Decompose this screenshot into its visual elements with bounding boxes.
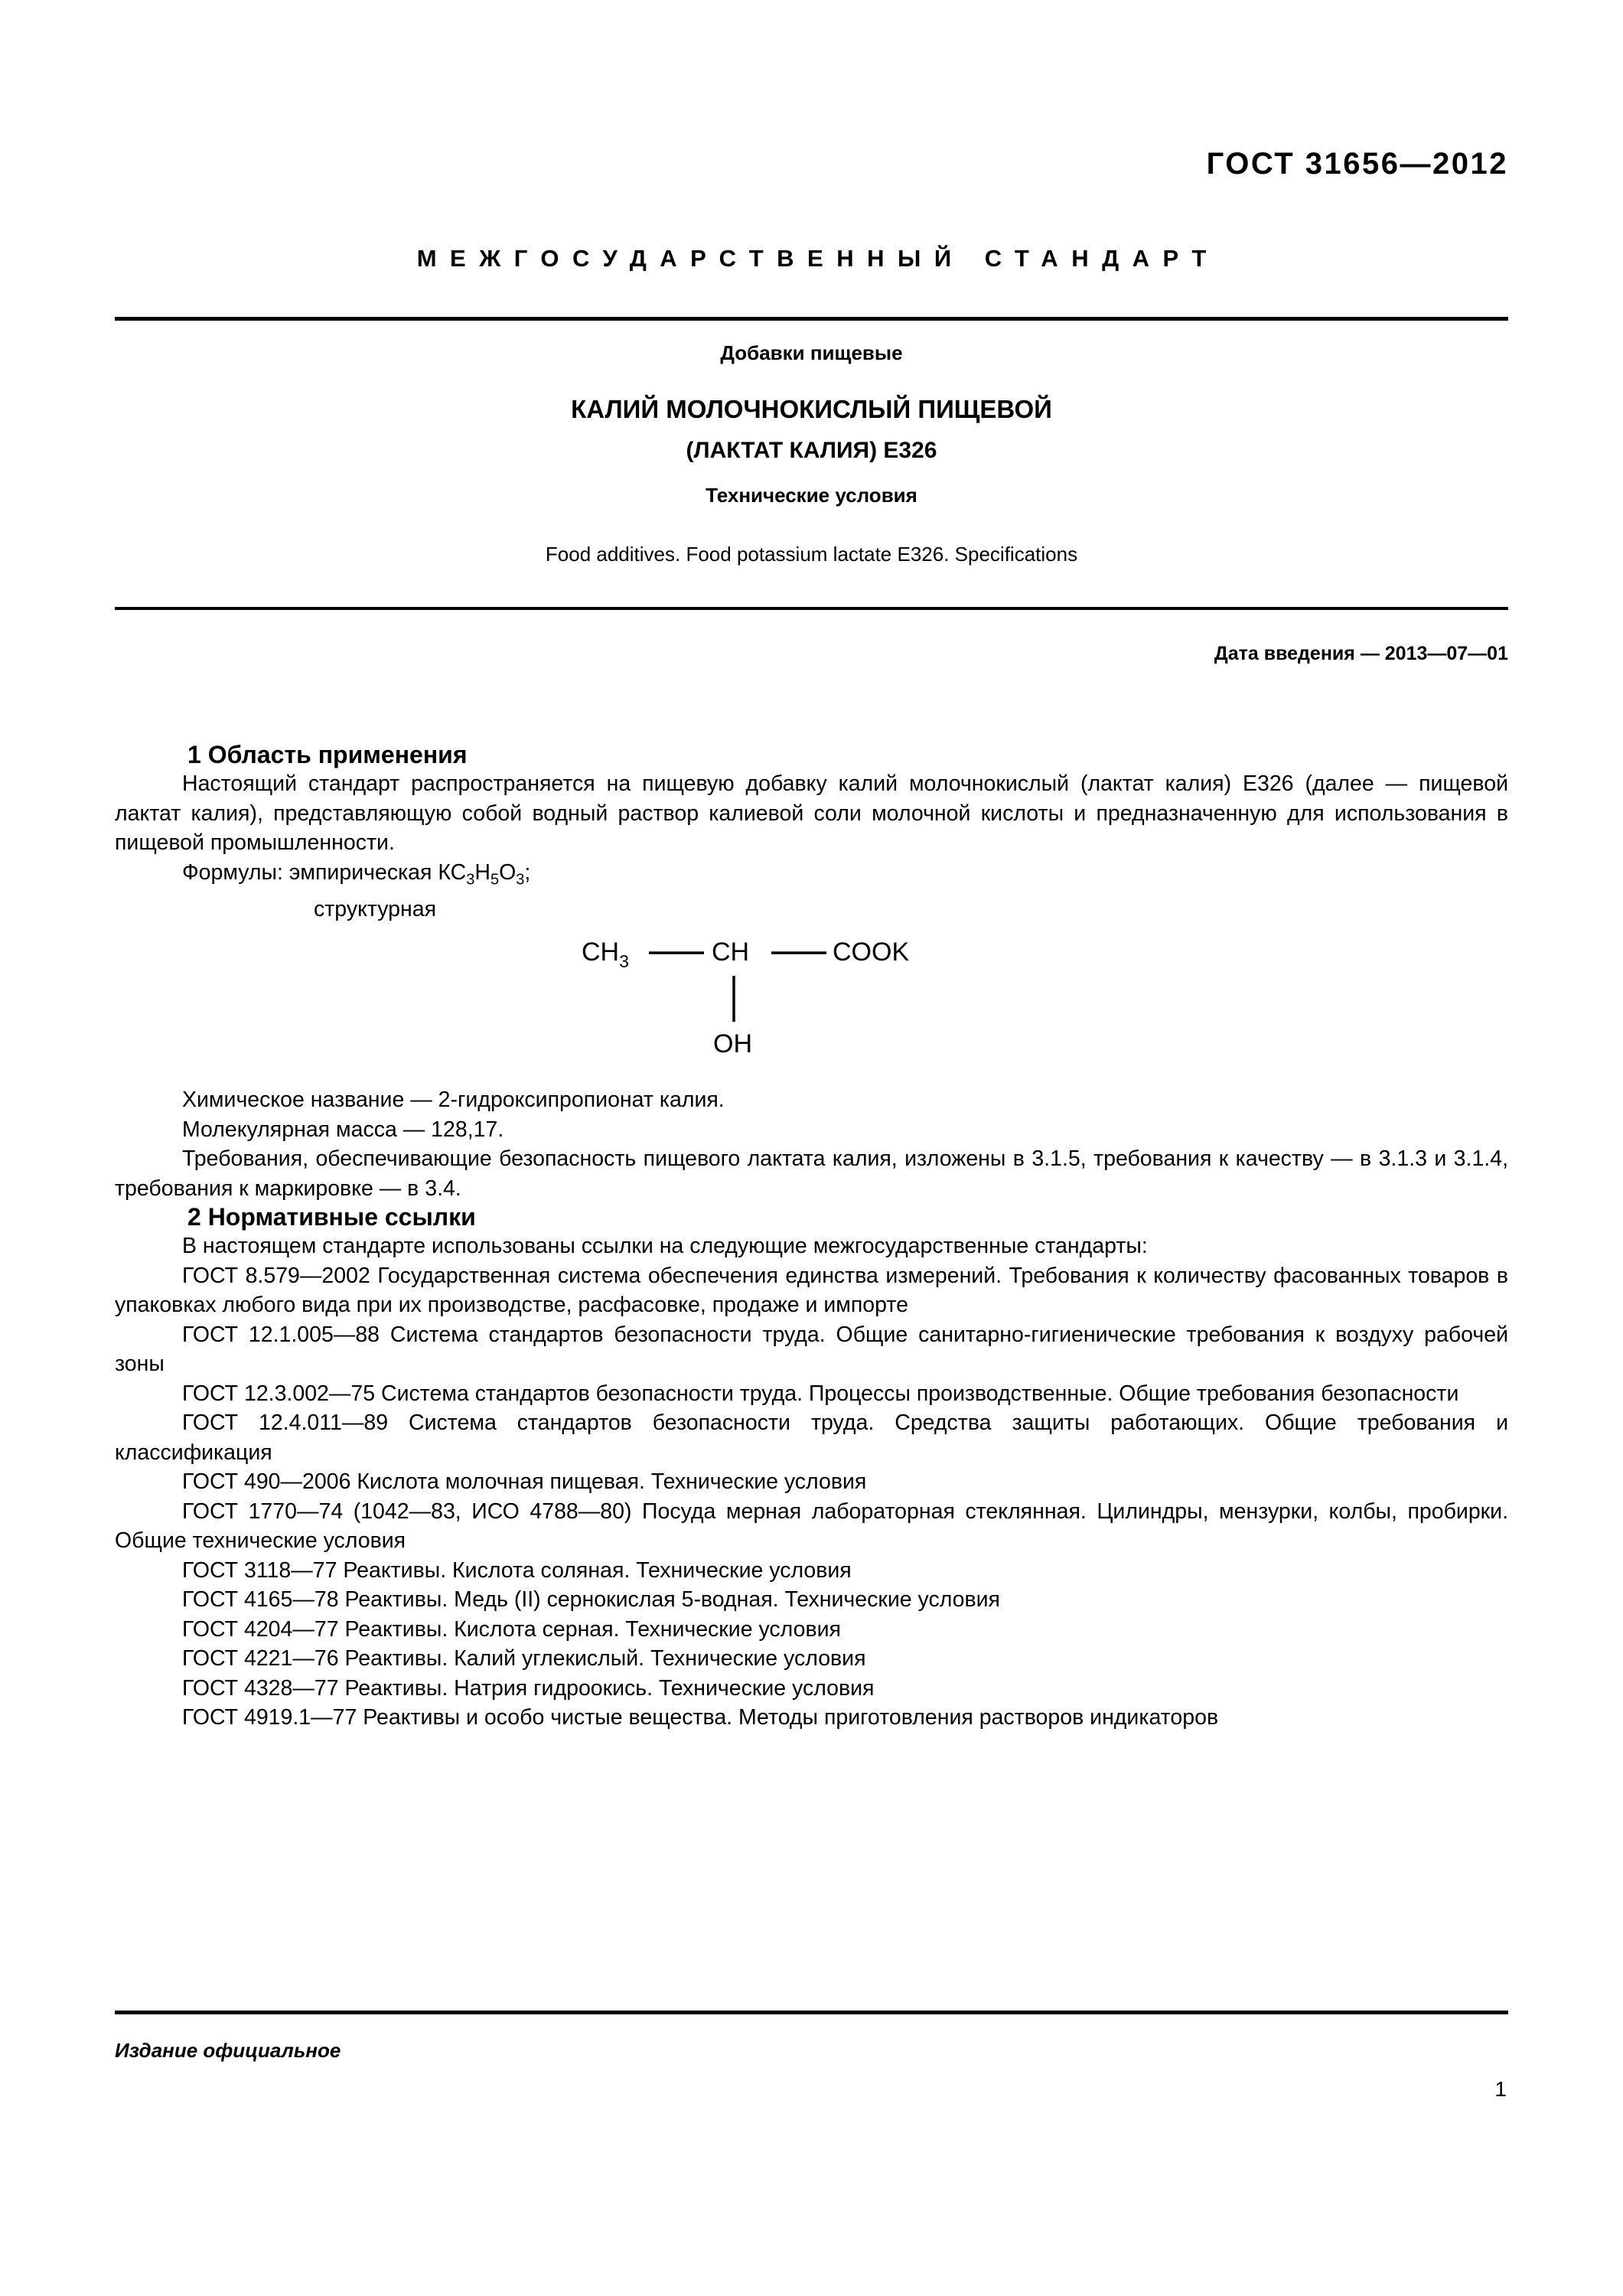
reference-item: ГОСТ 4204—77 Реактивы. Кислота серная. Технические условия [182, 1616, 841, 1642]
standard-type-heading: МЕЖГОСУДАРСТВЕННЫЙ СТАНДАРТ [416, 245, 1220, 272]
struct-label-ch3: $CH_3$ [582, 938, 629, 972]
struct-label-ch: CH [712, 938, 750, 967]
formula-label: Формулы: эмпирическая [182, 859, 432, 885]
molecular-mass-line: Молекулярная масса — 128,17. [182, 1117, 504, 1142]
introduction-date: Дата введения — 2013—07—01 [1214, 643, 1508, 664]
structural-formula-diagram [115, 931, 1508, 1073]
reference-item: ГОСТ 490—2006 Кислота молочная пищевая. Технические условия [182, 1469, 867, 1495]
structural-formula-label: структурная [314, 896, 437, 921]
structural-formula-svg [582, 931, 1056, 1069]
struct-label-cook: COOK [833, 938, 910, 967]
document-body [115, 741, 1508, 1733]
title-document-kind: Технические условия [706, 484, 917, 507]
divider-middle [115, 607, 1508, 610]
title-category: Добавки пищевые [720, 341, 903, 364]
section-1-paragraph-1: Настоящий стандарт распространяется на пищевую добавку калий молочнокислый (лактат калия) Е326 (далее — пищевой лактат калия), представляющую собой водный раствор калиевой соли молочной кислоты и предназначенную для использования в пищевой промышленности. [115, 771, 1508, 855]
title-english: Food additives. Food potassium lactate E326. Specifications [545, 543, 1078, 566]
struct-label-oh: OH [713, 1029, 752, 1059]
title-name-line1: КАЛИЙ МОЛОЧНОКИСЛЫЙ ПИЩЕВОЙ [571, 395, 1052, 423]
divider-top [115, 317, 1508, 321]
section-2-intro: В настоящем стандарте использованы ссылки на следующие межгосударственные стандарты: [182, 1234, 1148, 1259]
official-edition-note: Издание официальное [115, 2039, 341, 2062]
gost-number: ГОСТ 31656—2012 [1206, 147, 1508, 181]
reference-item: ГОСТ 12.4.011—89 Система стандартов безопасности труда. Средства защиты работающих. Общие требования и классификация [115, 1411, 1508, 1465]
reference-item: ГОСТ 4328—77 Реактивы. Натрия гидроокись. Технические условия [182, 1675, 875, 1701]
title-name-line2: (ЛАКТАТ КАЛИЯ) Е326 [686, 438, 937, 463]
chemical-name-line: Химическое название — 2-гидроксипропионат калия. [182, 1088, 725, 1113]
reference-item: ГОСТ 8.579—2002 Государственная система обеспечения единства измерений. Требования к количеству фасованных товаров в упаковках любого вида при их производстве, расфасовке, продаже и импорте [115, 1263, 1508, 1318]
requirements-line: Требования, обеспечивающие безопасность пищевого лактата калия, изложены в 3.1.5, требования к качеству — в 3.1.3 и 3.1.4, требования к маркировке — в 3.4. [115, 1146, 1508, 1201]
reference-item: ГОСТ 12.1.005—88 Система стандартов безопасности труда. Общие санитарно-гигиенические требования к воздуху рабочей зоны [115, 1322, 1508, 1377]
divider-bottom [115, 2011, 1508, 2014]
reference-item: ГОСТ 4221—76 Реактивы. Калий углекислый. Технические условия [182, 1646, 866, 1671]
empirical-formula-line [115, 858, 1508, 895]
normative-references-list [115, 1261, 1508, 1733]
reference-item: ГОСТ 4165—78 Реактивы. Медь (II) сернокислая 5-водная. Технические условия [182, 1587, 1000, 1613]
section-2-heading: 2 Нормативные ссылки [187, 1203, 476, 1231]
reference-item: ГОСТ 4919.1—77 Реактивы и особо чистые вещества. Методы приготовления растворов индикаторов [182, 1705, 1219, 1730]
page-number: 1 [1494, 2077, 1507, 2101]
reference-item: ГОСТ 3118—77 Реактивы. Кислота соляная. Технические условия [182, 1557, 852, 1583]
reference-item: ГОСТ 1770—74 (1042—83, ИСО 4788—80) Посуда мерная лабораторная стеклянная. Цилиндры, мензурки, колбы, пробирки. Общие технические условия [115, 1499, 1508, 1554]
section-1-heading: 1 Область применения [187, 741, 468, 768]
empirical-formula: $КС_3Н_5О_3$; [438, 859, 531, 889]
reference-item: ГОСТ 12.3.002—75 Система стандартов безопасности труда. Процессы производственные. Общие требования безопасности [182, 1381, 1459, 1406]
